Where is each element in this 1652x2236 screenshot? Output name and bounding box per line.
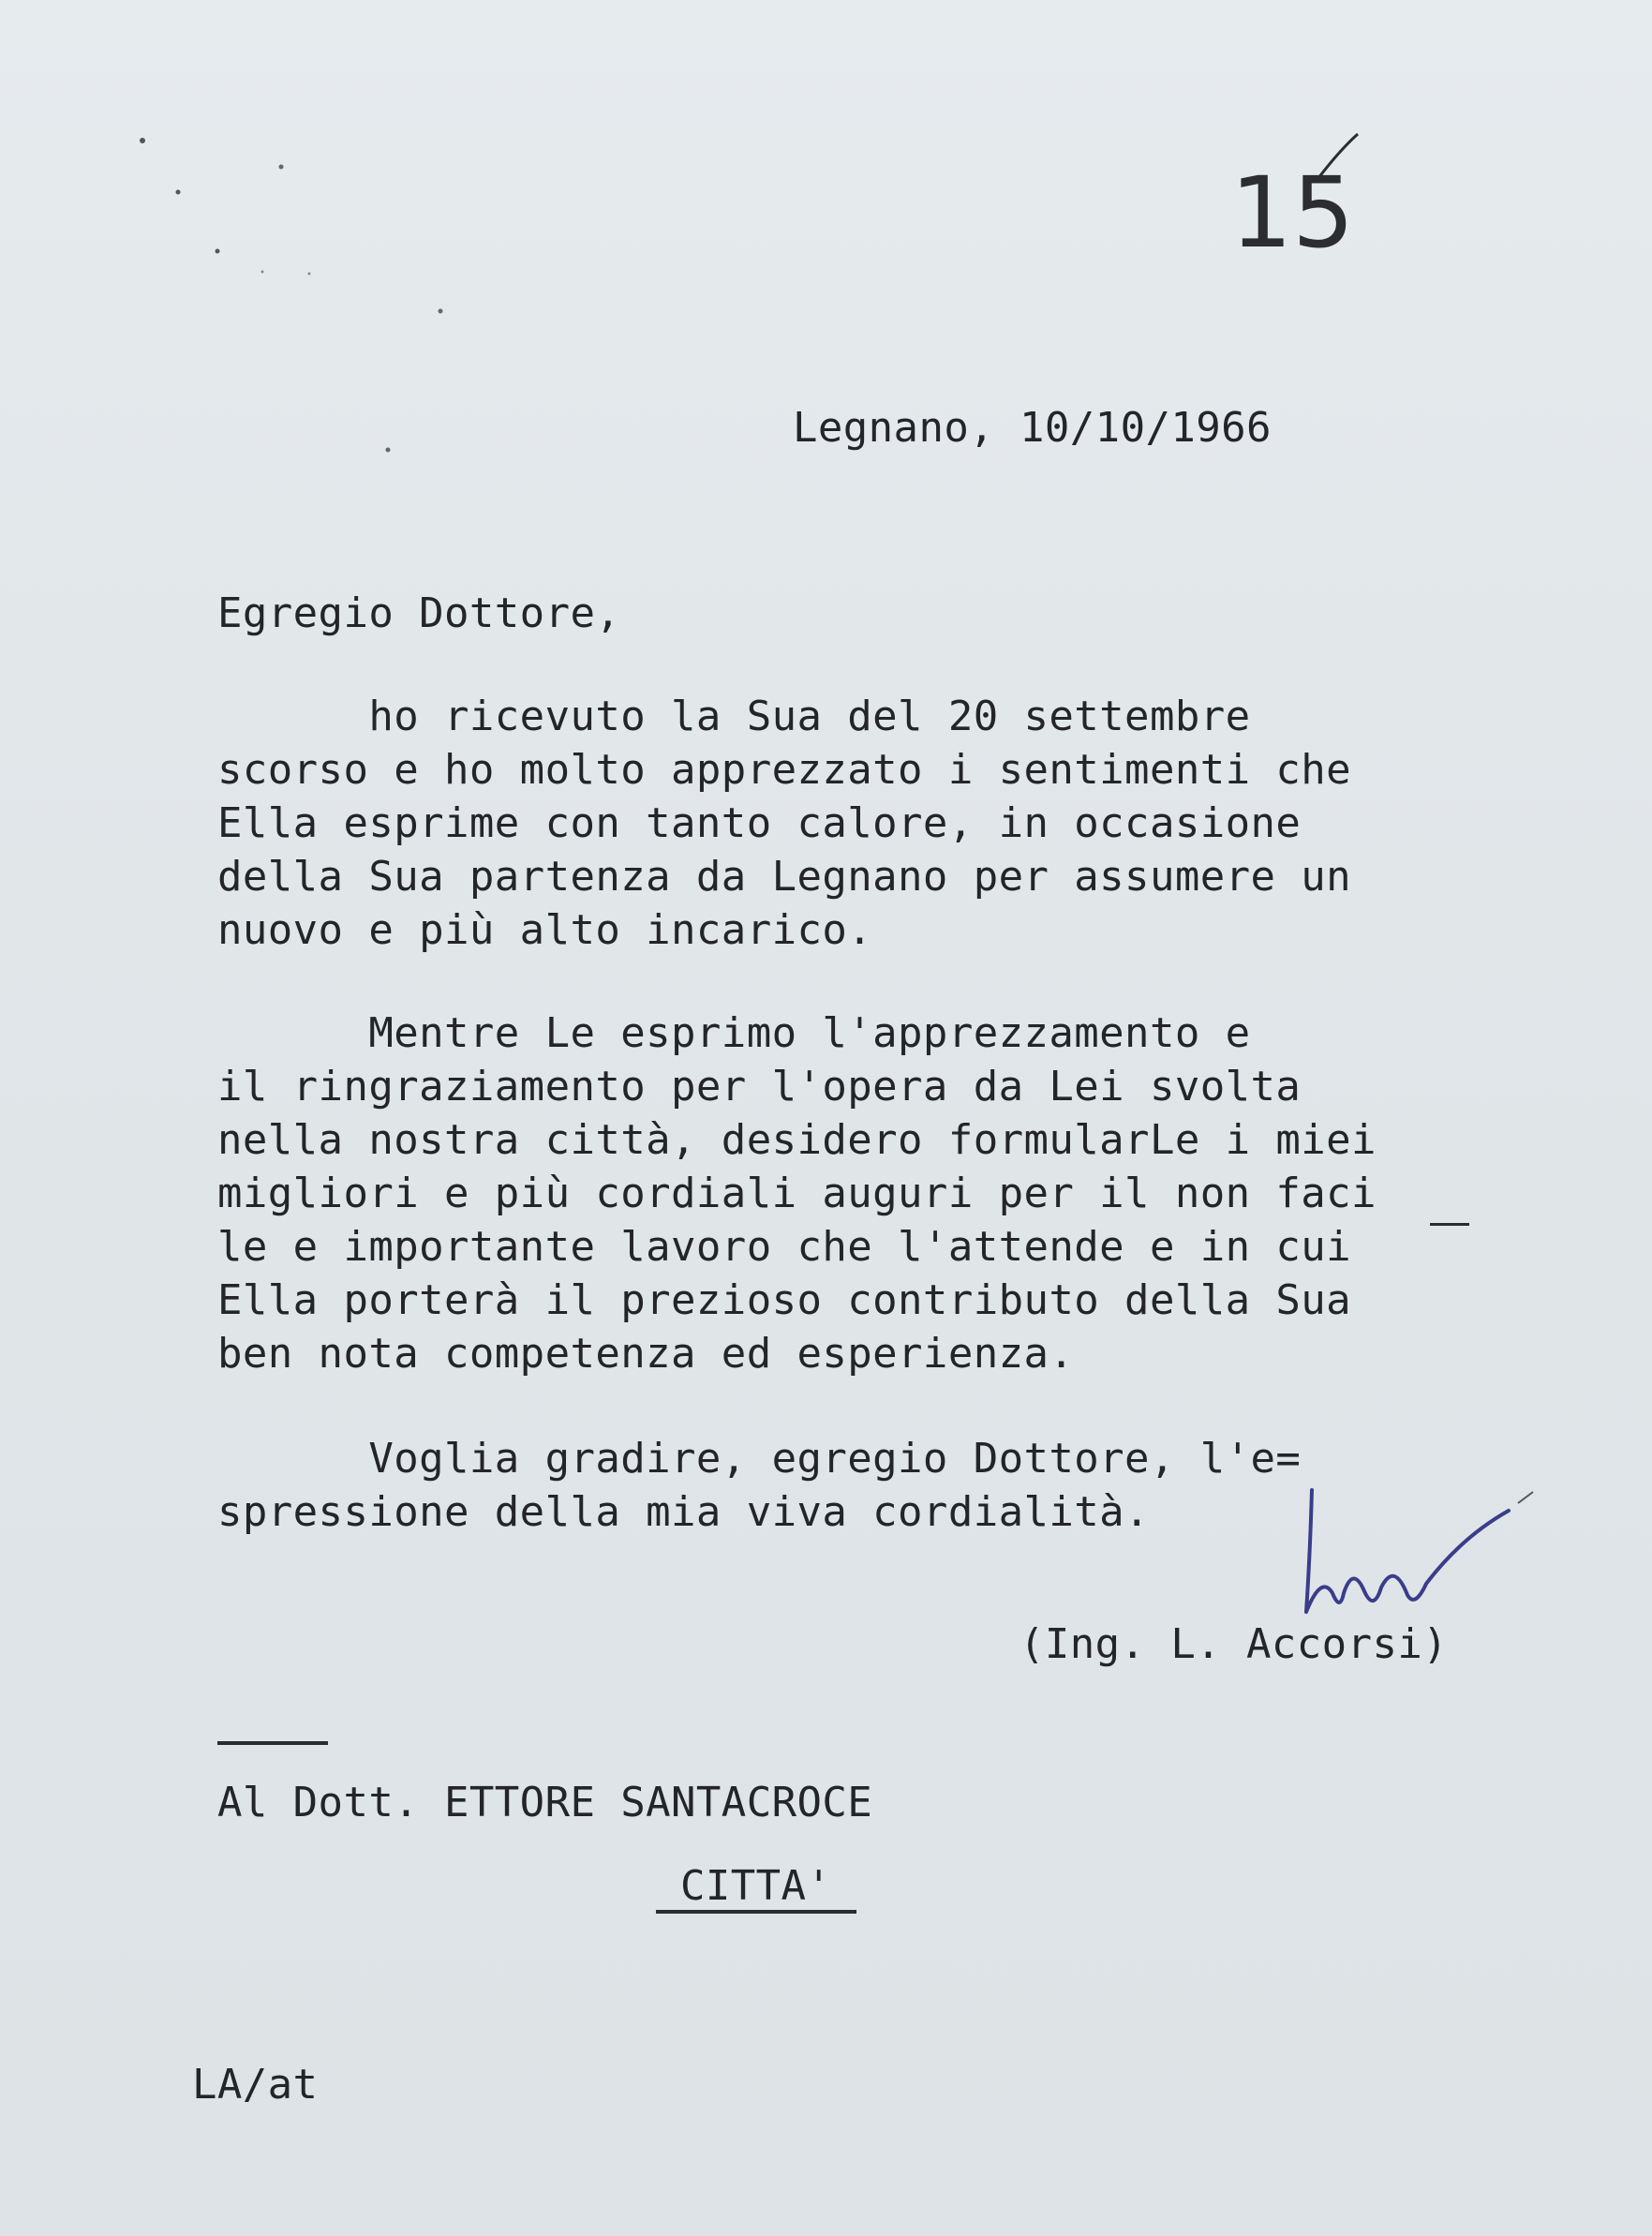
- page-number-text: 15: [1230, 156, 1355, 267]
- reference-initials: LA/at: [192, 2061, 319, 2109]
- page-number-annotation: [1223, 127, 1363, 267]
- paper-specks: [0, 0, 487, 487]
- separator-rule: [217, 1741, 328, 1745]
- city-line: CITTA': [680, 1862, 832, 1910]
- paragraph-1: ho ricevuto la Sua del 20 settembre scorso e ho molto apprezzato i sentimenti che Ella esprime con tanto calore, in occasione della Sua partenza da Legnano per assumere un nuovo e più alto incarico.: [217, 693, 1352, 954]
- handwritten-signature: [1284, 1471, 1546, 1640]
- date-line: Legnano, 10/10/1966: [793, 404, 1272, 452]
- paragraph-2: Mentre Le esprimo l'apprezzamento e il ringraziamento per l'opera da Lei svolta nella nostra città, desidero formularLe i miei migliori e più cordiali auguri per il non faci le e importante lavoro che l'attende e in cui Ella porterà il prezioso contributo della Sua ben nota competenza ed esperienza.: [217, 1009, 1377, 1378]
- signatory-name: (Ing. L. Accorsi): [1019, 1620, 1449, 1668]
- recipient-line: Al Dott. ETTORE SANTACROCE: [217, 1779, 873, 1826]
- paragraph-3: Voglia gradire, egregio Dottore, l'e= spressione della mia viva cordialità.: [217, 1435, 1302, 1536]
- city-underline: [656, 1910, 856, 1914]
- salutation: Egregio Dottore,: [217, 589, 621, 637]
- underline-mark: [1430, 1223, 1469, 1226]
